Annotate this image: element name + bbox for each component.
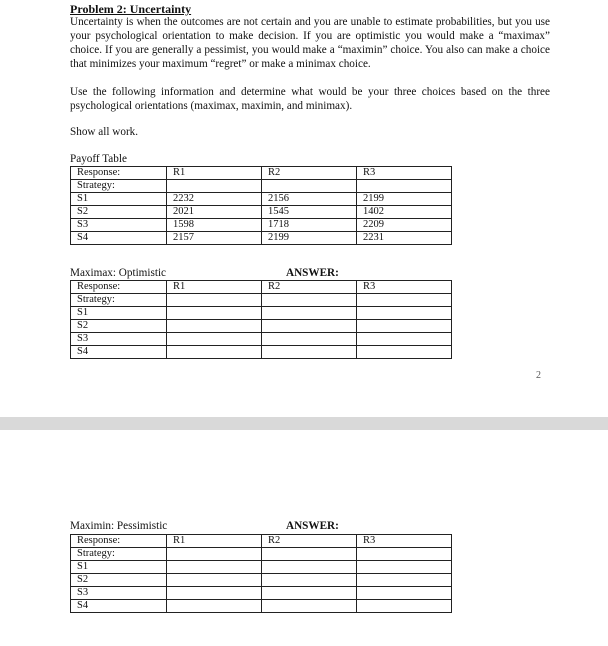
- maximax-table: [70, 280, 452, 359]
- table-cell: S3: [71, 219, 167, 232]
- table-cell: 1718: [262, 219, 357, 232]
- show-work-text: Show all work.: [70, 126, 139, 138]
- answer-cell[interactable]: [357, 561, 452, 574]
- table-cell: R2: [262, 281, 357, 294]
- table-cell: 2199: [262, 232, 357, 245]
- table-row: [71, 193, 452, 206]
- table-cell: 2156: [262, 193, 357, 206]
- table-cell: [167, 180, 262, 193]
- answer-cell[interactable]: [357, 307, 452, 320]
- table-row: [71, 600, 452, 613]
- table-cell: 2157: [167, 232, 262, 245]
- table-cell: R2: [262, 167, 357, 180]
- table-row: [71, 333, 452, 346]
- maximin-table: [70, 534, 452, 613]
- answer-cell[interactable]: [167, 294, 262, 307]
- answer-cell[interactable]: [262, 320, 357, 333]
- table-cell: S2: [71, 320, 167, 333]
- table-row: [71, 180, 452, 193]
- answer-cell[interactable]: [262, 574, 357, 587]
- table-cell: S1: [71, 307, 167, 320]
- answer-cell[interactable]: [262, 307, 357, 320]
- table-cell: S1: [71, 561, 167, 574]
- table-cell: 1598: [167, 219, 262, 232]
- answer-cell[interactable]: [167, 307, 262, 320]
- maximin-table-title: Maximin: Pessimistic: [70, 520, 168, 532]
- answer-cell[interactable]: [262, 600, 357, 613]
- table-cell: S2: [71, 574, 167, 587]
- page-separator: [0, 417, 608, 430]
- answer-cell[interactable]: [167, 561, 262, 574]
- table-cell: Strategy:: [71, 294, 167, 307]
- answer-cell[interactable]: [262, 346, 357, 359]
- answer-cell[interactable]: [167, 587, 262, 600]
- table-row: [71, 346, 452, 359]
- answer-cell[interactable]: [262, 561, 357, 574]
- table-cell: 1545: [262, 206, 357, 219]
- page-number: 2: [536, 370, 541, 381]
- table-cell: Response:: [71, 535, 167, 548]
- answer-cell[interactable]: [167, 320, 262, 333]
- table-cell: 2232: [167, 193, 262, 206]
- table-cell: Strategy:: [71, 180, 167, 193]
- table-cell: Response:: [71, 281, 167, 294]
- table-cell: R3: [357, 167, 452, 180]
- table-cell: Response:: [71, 167, 167, 180]
- table-row: [71, 232, 452, 245]
- table-cell: [357, 180, 452, 193]
- table-cell: 1402: [357, 206, 452, 219]
- table-cell: S1: [71, 193, 167, 206]
- answer-cell[interactable]: [262, 294, 357, 307]
- table-cell: [262, 180, 357, 193]
- payoff-table: [70, 166, 452, 245]
- table-cell: S3: [71, 587, 167, 600]
- intro-paragraph: Uncertainty is when the outcomes are not certain and you are unable to estimate probabilities, but you use your psychological orientation to make decision. If you are optimistic you would make a “maximax” choice. If you are generally a pessimist, you would make a “maximin” choice. You also can make a choice that minimizes your maximum “regret” or make a minimax choice.: [70, 16, 550, 70]
- table-cell: R1: [167, 535, 262, 548]
- table-row: [71, 219, 452, 232]
- maximin-answer-label: ANSWER:: [286, 520, 339, 532]
- answer-cell[interactable]: [357, 574, 452, 587]
- problem-title: Problem 2: Uncertainty: [70, 2, 192, 16]
- table-cell: Strategy:: [71, 548, 167, 561]
- table-cell: R2: [262, 535, 357, 548]
- table-row: [71, 167, 452, 180]
- instruction-paragraph: Use the following information and determine what would be your three choices based on the three psychological orientations (maximax, maximin, and minimax).: [70, 86, 550, 112]
- table-cell: S4: [71, 600, 167, 613]
- answer-cell[interactable]: [262, 587, 357, 600]
- table-cell: 2199: [357, 193, 452, 206]
- answer-cell[interactable]: [262, 548, 357, 561]
- table-cell: 2209: [357, 219, 452, 232]
- maximax-table-title: Maximax: Optimistic: [70, 267, 167, 279]
- answer-cell[interactable]: [357, 548, 452, 561]
- answer-cell[interactable]: [262, 333, 357, 346]
- payoff-table-title: Payoff Table: [70, 153, 127, 165]
- table-row: [71, 281, 452, 294]
- table-cell: S4: [71, 232, 167, 245]
- answer-cell[interactable]: [357, 587, 452, 600]
- answer-cell[interactable]: [167, 346, 262, 359]
- table-cell: S3: [71, 333, 167, 346]
- table-cell: R1: [167, 167, 262, 180]
- table-row: [71, 574, 452, 587]
- answer-cell[interactable]: [167, 600, 262, 613]
- answer-cell[interactable]: [357, 333, 452, 346]
- table-cell: R3: [357, 281, 452, 294]
- table-row: [71, 561, 452, 574]
- answer-cell[interactable]: [167, 548, 262, 561]
- table-row: [71, 587, 452, 600]
- table-row: [71, 307, 452, 320]
- maximax-answer-label: ANSWER:: [286, 267, 339, 279]
- table-row: [71, 206, 452, 219]
- table-cell: R1: [167, 281, 262, 294]
- table-row: [71, 548, 452, 561]
- document-page-2: [0, 430, 608, 646]
- table-cell: R3: [357, 535, 452, 548]
- table-cell: 2231: [357, 232, 452, 245]
- table-row: [71, 294, 452, 307]
- table-cell: S2: [71, 206, 167, 219]
- answer-cell[interactable]: [167, 333, 262, 346]
- table-row: [71, 320, 452, 333]
- answer-cell[interactable]: [357, 294, 452, 307]
- table-cell: S4: [71, 346, 167, 359]
- table-cell: 2021: [167, 206, 262, 219]
- answer-cell[interactable]: [167, 574, 262, 587]
- answer-cell[interactable]: [357, 600, 452, 613]
- answer-cell[interactable]: [357, 320, 452, 333]
- answer-cell[interactable]: [357, 346, 452, 359]
- table-row: [71, 535, 452, 548]
